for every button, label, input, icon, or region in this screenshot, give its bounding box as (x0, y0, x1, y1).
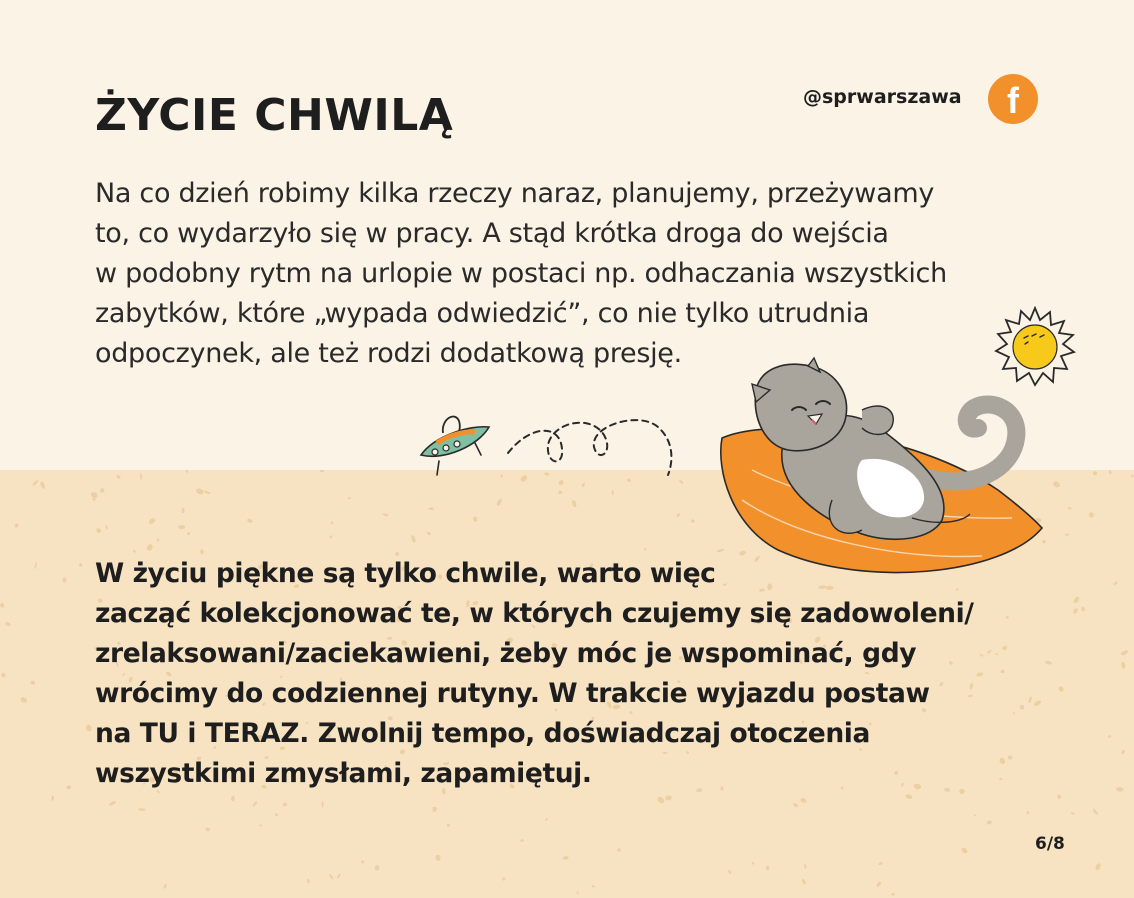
intro-line: zabytków, które „wypada odwiedzić”, co nie tylko utrudnia (95, 298, 870, 329)
page-title: ŻYCIE CHWILĄ (95, 90, 454, 141)
social-handle[interactable]: @sprwarszawa (803, 86, 962, 108)
body-line: W życiu piękne są tylko chwile, warto więc (95, 558, 716, 589)
intro-line: odpoczynek, ale też rodzi dodatkową presję. (95, 338, 682, 369)
intro-line: w podobny rytm na urlopie w postaci np. odhaczania wszystkich (95, 258, 947, 289)
body-line: zacząć kolekcjonować te, w których czujemy się zadowoleni/ (95, 598, 974, 629)
page-number: 6/8 (1035, 834, 1065, 854)
dashed-loop-path (500, 405, 690, 485)
intro-paragraph (95, 174, 1095, 374)
body-line: na TU i TERAZ. Zwolnij tempo, doświadczaj otoczenia (95, 718, 870, 749)
body-line: wszystkimi zmysłami, zapamiętuj. (95, 758, 592, 789)
body-line: zrelaksowani/zaciekawieni, żeby móc je wspominać, gdy (95, 638, 917, 669)
intro-line: Na co dzień robimy kilka rzeczy naraz, planujemy, przeżywamy (95, 178, 935, 209)
ufo-icon (415, 405, 495, 485)
main-paragraph (95, 554, 1075, 794)
intro-line: to, co wydarzyło się w pracy. A stąd krótka droga do wejścia (95, 218, 889, 249)
facebook-icon[interactable]: f (988, 74, 1038, 124)
body-line: wrócimy do codziennej rutyny. W trakcie wyjazdu postaw (95, 678, 930, 709)
